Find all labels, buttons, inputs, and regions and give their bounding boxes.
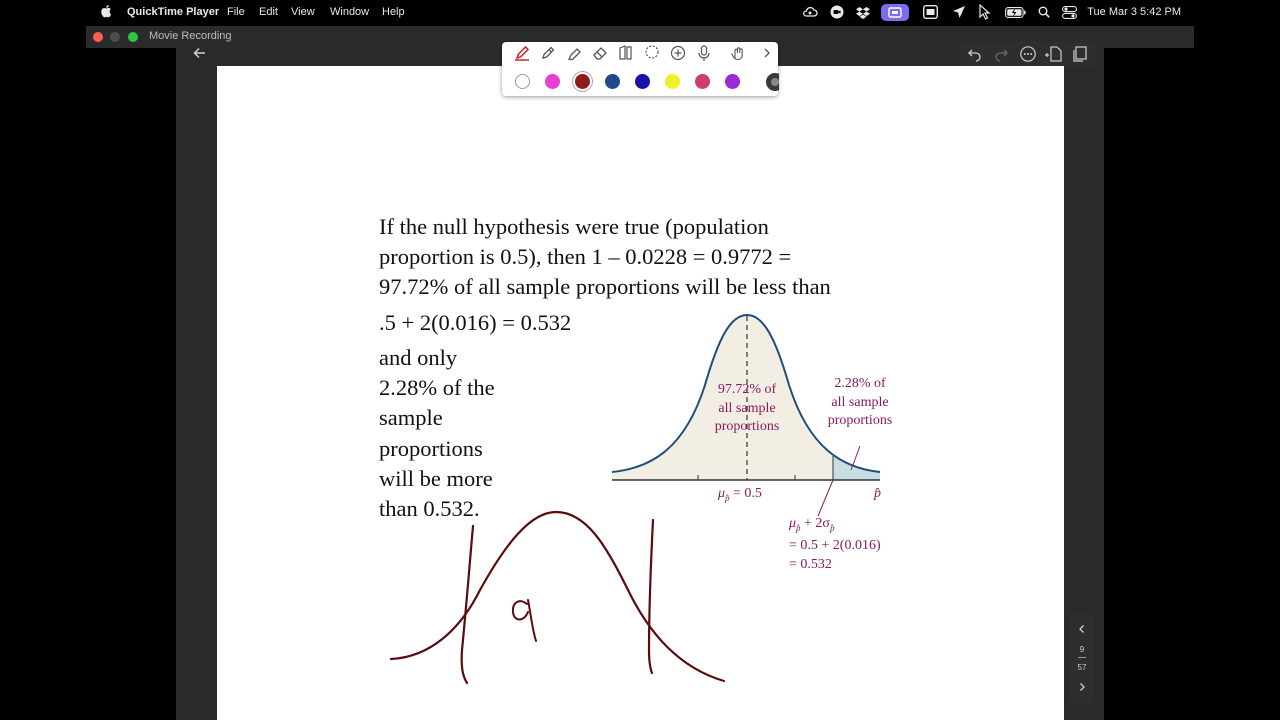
undo-icon[interactable] [966, 45, 984, 63]
battery-icon[interactable] [1004, 0, 1026, 24]
text-line-3: 97.72% of all sample proportions will be less than [379, 274, 831, 299]
text-line-10: than 0.532. [379, 496, 480, 521]
add-page-icon[interactable] [1045, 45, 1063, 63]
menu-bar-clock[interactable]: Tue Mar 3 5:42 PM [1087, 6, 1181, 18]
chevron-right-icon[interactable] [758, 44, 776, 62]
handwritten-sketch [380, 500, 740, 700]
screenshot-icon[interactable] [921, 0, 939, 24]
color-swatch-navy[interactable] [635, 74, 650, 89]
lasso-icon[interactable] [643, 44, 661, 62]
text-line-9: will be more [379, 466, 493, 491]
mean-label: $\mu_{p̂} = 0.5$ [718, 486, 762, 503]
menu-window[interactable]: Window [330, 6, 370, 18]
zoom-icon[interactable] [829, 0, 845, 24]
next-page-icon[interactable] [1077, 682, 1087, 692]
ruler-icon[interactable] [617, 44, 635, 62]
menu-file[interactable]: File [227, 6, 245, 18]
dropbox-icon[interactable] [855, 0, 871, 24]
color-swatch-white[interactable] [515, 74, 530, 89]
apple-menu-icon[interactable] [100, 4, 112, 18]
color-swatch-dark-red-selected[interactable] [575, 74, 590, 89]
menu-bar [0, 0, 1280, 24]
window-title: Movie Recording [149, 30, 232, 42]
hand-touch-icon[interactable] [729, 44, 747, 62]
cloud-sync-icon[interactable] [801, 0, 819, 24]
text-line-8: proportions [379, 436, 483, 461]
left-region-label: 97.72% of all sample proportions [714, 382, 780, 434]
control-center-icon[interactable] [1060, 0, 1078, 24]
previous-page-icon[interactable] [1077, 624, 1087, 634]
menu-help[interactable]: Help [382, 6, 405, 18]
pen-icon[interactable] [513, 44, 531, 62]
shape-add-icon[interactable] [669, 44, 687, 62]
total-page-count: 57 [1077, 663, 1087, 672]
airplane-icon[interactable] [950, 0, 968, 24]
text-line-2: proportion is 0.5), then 1 – 0.0228 = 0.9772 = [379, 244, 792, 269]
text-line-5: and only [379, 345, 458, 370]
color-swatch-purple[interactable] [725, 74, 740, 89]
cutoff-label: $\mu_{p̂} + 2\sigma_{p̂}$ = 0.5 + 2(0.016) = 0.532 [789, 516, 881, 572]
menu-app-name[interactable]: QuickTime Player [127, 6, 220, 18]
page-divider [1078, 657, 1086, 658]
microphone-icon[interactable] [695, 44, 713, 62]
color-swatch-magenta[interactable] [545, 74, 560, 89]
text-line-1: If the null hypothesis were true (population [379, 214, 769, 239]
current-page-number: 9 [1079, 645, 1085, 654]
pencil-icon[interactable] [539, 44, 557, 62]
axis-variable-label: p̂ [874, 486, 881, 501]
back-arrow-icon[interactable] [190, 44, 210, 62]
right-region-label: 2.28% of all sample proportions [827, 376, 893, 428]
zoom-window-button[interactable] [128, 32, 138, 42]
redo-icon[interactable] [992, 45, 1010, 63]
more-options-icon[interactable] [1019, 45, 1037, 63]
pages-icon[interactable] [1071, 45, 1089, 63]
spotlight-search-icon[interactable] [1036, 0, 1052, 24]
document-toolbar [960, 42, 1096, 66]
highlighter-icon[interactable] [565, 44, 583, 62]
screen-record-icon[interactable] [880, 0, 910, 24]
eraser-icon[interactable] [591, 44, 609, 62]
minimize-window-button[interactable] [110, 32, 120, 42]
color-picker-icon[interactable] [765, 72, 779, 92]
text-line-7: sample [379, 405, 443, 430]
color-swatch-yellow[interactable] [665, 74, 680, 89]
color-swatch-steel-blue[interactable] [605, 74, 620, 89]
text-line-4: .5 + 2(0.016) = 0.532 [379, 310, 572, 335]
text-line-6: 2.28% of the [379, 375, 495, 400]
pen-palette [502, 42, 778, 96]
close-window-button[interactable] [93, 32, 103, 42]
color-swatch-rose[interactable] [695, 74, 710, 89]
menu-view[interactable]: View [291, 6, 315, 18]
page-navigator [1070, 614, 1094, 704]
cursor-icon [976, 0, 994, 24]
menu-edit[interactable]: Edit [259, 6, 278, 18]
